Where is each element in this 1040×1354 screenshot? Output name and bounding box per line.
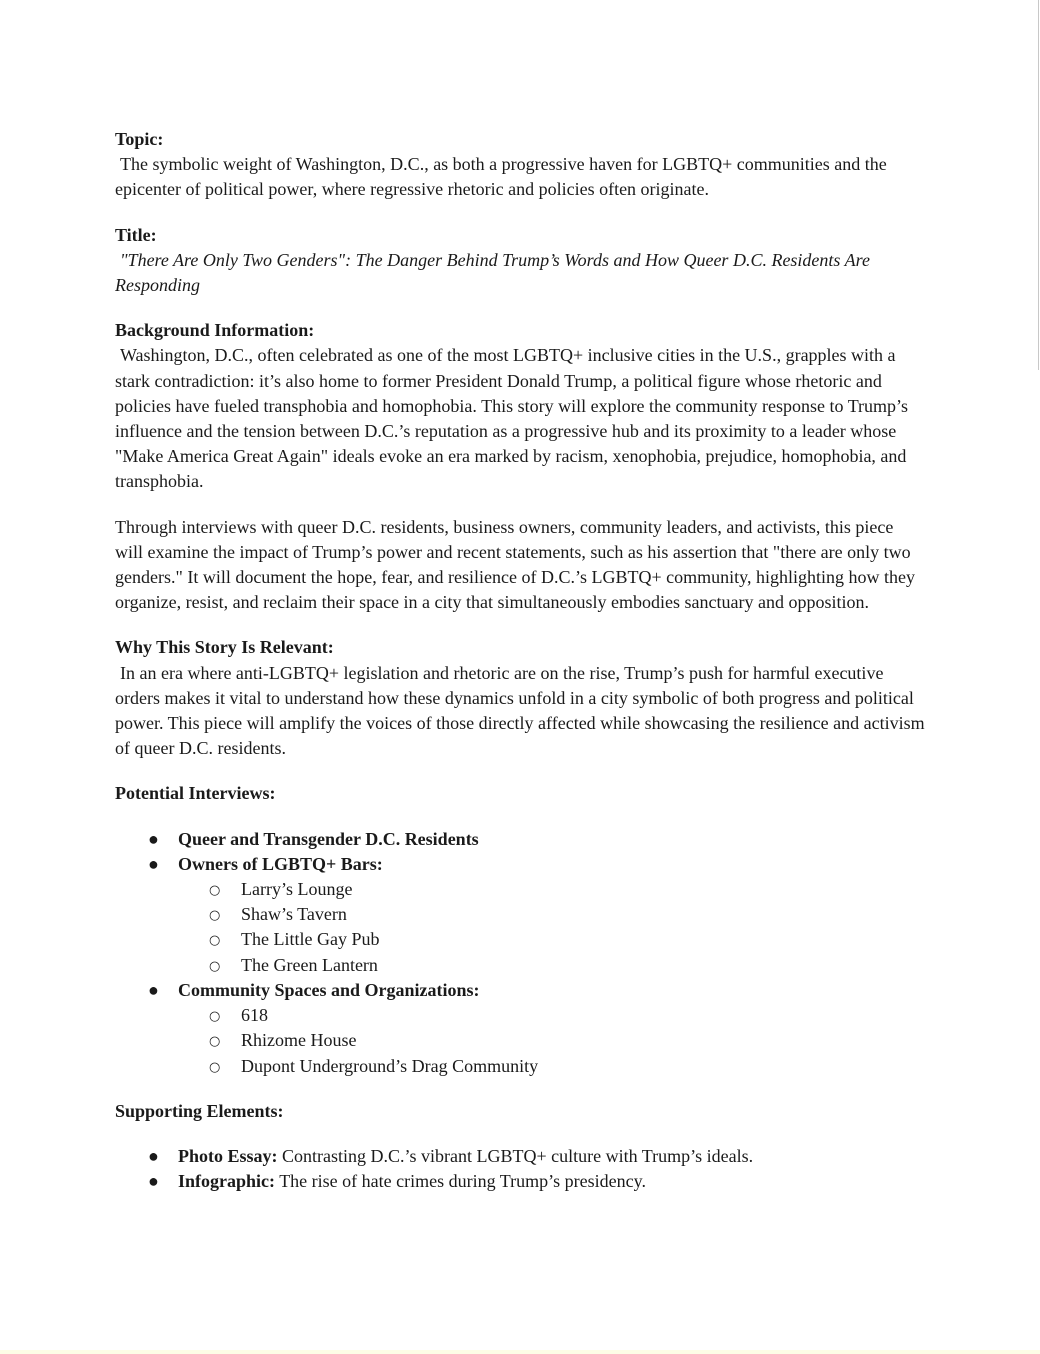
bullet-icon: ● — [148, 1145, 159, 1166]
relevance-body: In an era where anti-LGBTQ+ legislation and rhetoric are on the rise, Trump’s push for harmful executive orders makes it vital to understand how these dynamics unfold in a city symbolic of both progress and political power. This piece will amplify the voices of those directly affected while showcasing the resilience and activism of queer D.C. residents. — [115, 662, 925, 759]
supporting-text: The rise of hate crimes during Trump’s presidency. — [275, 1171, 646, 1192]
story-title: "There Are Only Two Genders": The Danger Behind Trump’s Words and How Queer D.C. Residents Are Responding — [115, 249, 870, 296]
interviews-heading: Potential Interviews: — [115, 783, 276, 804]
circle-bullet-icon: ○ — [209, 908, 221, 924]
bars-sublist — [115, 877, 925, 978]
list-item — [178, 1054, 925, 1079]
organization-name: 618 — [241, 1005, 268, 1026]
bar-name: Larry’s Lounge — [241, 879, 353, 900]
list-item — [115, 852, 925, 877]
circle-bullet-icon: ○ — [209, 1059, 221, 1075]
organization-name: Dupont Underground’s Drag Community — [241, 1055, 539, 1076]
page-bottom-strip — [0, 1350, 1040, 1354]
circle-bullet-icon: ○ — [209, 1034, 221, 1050]
list-item — [115, 1144, 925, 1169]
bullet-icon: ● — [148, 1171, 159, 1192]
organizations-sublist — [115, 1003, 925, 1079]
list-item — [178, 1028, 925, 1053]
title-section — [115, 223, 925, 299]
list-item — [115, 827, 925, 852]
bullet-icon: ● — [148, 853, 159, 874]
bullet-icon: ● — [148, 828, 159, 849]
list-item — [115, 978, 925, 1003]
organization-name: Rhizome House — [241, 1030, 357, 1051]
circle-bullet-icon: ○ — [209, 883, 221, 899]
list-item — [115, 1169, 925, 1194]
interviews-section — [115, 781, 925, 1078]
relevance-heading: Why This Story Is Relevant: — [115, 637, 334, 658]
supporting-label: Infographic: — [178, 1171, 276, 1192]
title-heading: Title: — [115, 224, 157, 245]
interview-group-label: Community Spaces and Organizations: — [178, 979, 480, 1000]
relevance-section — [115, 635, 925, 761]
list-item — [178, 1003, 925, 1028]
background-heading: Background Information: — [115, 320, 315, 341]
bar-name: The Little Gay Pub — [241, 929, 380, 950]
circle-bullet-icon: ○ — [209, 958, 221, 974]
circle-bullet-icon: ○ — [209, 933, 221, 949]
list-item — [178, 902, 925, 927]
bullet-icon: ● — [148, 979, 159, 1000]
supporting-text: Contrasting D.C.’s vibrant LGBTQ+ culture with Trump’s ideals. — [277, 1145, 754, 1166]
interview-group-label: Queer and Transgender D.C. Residents — [178, 828, 479, 849]
list-item — [178, 877, 925, 902]
topic-section — [115, 127, 925, 203]
interviews-list-continued — [115, 978, 925, 1003]
supporting-heading: Supporting Elements: — [115, 1100, 284, 1121]
supporting-list — [115, 1144, 925, 1194]
circle-bullet-icon: ○ — [209, 1009, 221, 1025]
supporting-label: Photo Essay: — [178, 1145, 278, 1166]
page-edge-rule — [1038, 0, 1039, 370]
list-item — [178, 953, 925, 978]
background-section — [115, 318, 925, 615]
supporting-section — [115, 1099, 925, 1195]
background-paragraph-1: Washington, D.C., often celebrated as one of the most LGBTQ+ inclusive cities in the U.S., grapples with a stark contradiction: it’s also home to former President Donald Trump, a political figure whose rhetoric and policies have fueled transphobia and homophobia. This story will explore the community response to Trump’s influence and the tension between D.C.’s reputation as a progressive hub and its proximity to a leader whose "Make America Great Again" ideals evoke an era marked by racism, xenophobia, prejudice, homophobia, and transphobia. — [115, 345, 909, 492]
topic-heading: Topic: — [115, 129, 164, 149]
list-item — [178, 927, 925, 952]
background-paragraph-2: Through interviews with queer D.C. residents, business owners, community leaders, and activists, this piece will examine the impact of Trump’s power and recent statements, such as his assertion that "there are only two genders." It will document the hope, fear, and resilience of D.C.’s LGBTQ+ community, highlighting how they organize, resist, and reclaim their space in a city that simultaneously embodies sanctuary and opposition. — [115, 516, 915, 613]
document-page — [115, 127, 925, 1214]
topic-body: The symbolic weight of Washington, D.C., as both a progressive haven for LGBTQ+ communities and the epicenter of political power, where regressive rhetoric and policies often originate. — [115, 154, 887, 200]
bar-name: Shaw’s Tavern — [241, 904, 347, 925]
interview-group-label: Owners of LGBTQ+ Bars: — [178, 853, 383, 874]
interviews-list — [115, 827, 925, 877]
bar-name: The Green Lantern — [241, 954, 378, 975]
